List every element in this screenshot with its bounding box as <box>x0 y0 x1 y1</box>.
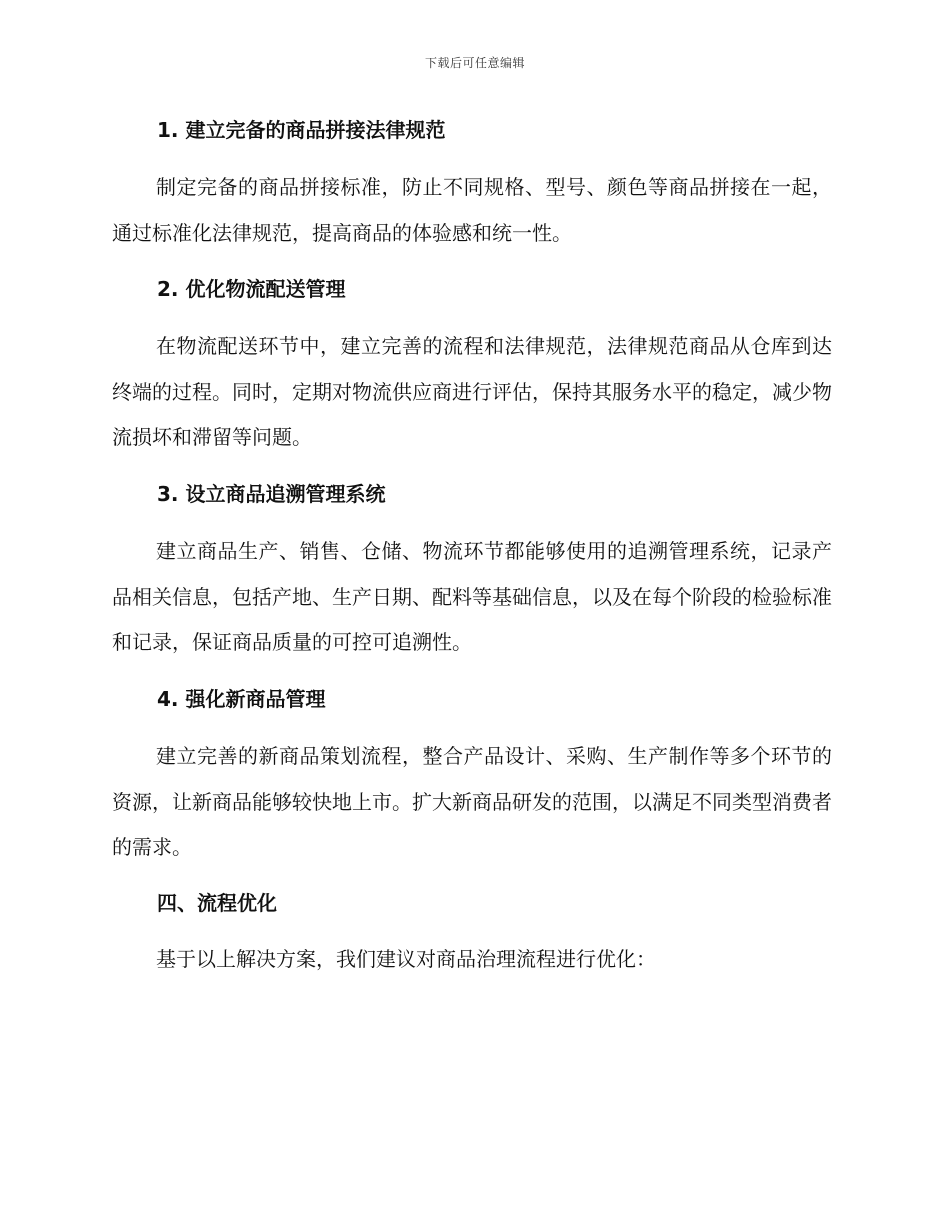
section-paragraph-2: 在物流配送环节中，建立完善的流程和法律规范，法律规范商品从仓库到达终端的过程。同时，定期对物流供应商进行评估，保持其服务水平的稳定，减少物流损坏和滞留等问题。 <box>112 334 832 449</box>
section-heading-1: 1. 建立完备的商品拼接法律规范 <box>157 118 446 142</box>
section-heading-4: 4. 强化新商品管理 <box>157 687 326 711</box>
section-paragraph-1: 制定完备的商品拼接标准，防止不同规格、型号、颜色等商品拼接在一起，通过标准化法律规范，提高商品的体验感和统一性。 <box>112 175 832 245</box>
section-heading-3: 3. 设立商品追溯管理系统 <box>157 482 386 506</box>
section-heading-2: 2. 优化物流配送管理 <box>157 277 346 301</box>
section-paragraph-3: 建立商品生产、销售、仓储、物流环节都能够使用的追溯管理系统，记录产品相关信息，包括产地、生产日期、配料等基础信息，以及在每个阶段的检验标准和记录，保证商品质量的可控可追溯性。 <box>112 539 832 654</box>
page-header: 下载后可任意编辑 <box>424 56 525 70</box>
section-heading-process-optimization: 四、流程优化 <box>157 891 277 915</box>
section-paragraph-process-optimization: 基于以上解决方案，我们建议对商品治理流程进行优化： <box>156 947 656 971</box>
section-paragraph-4: 建立完善的新商品策划流程，整合产品设计、采购、生产制作等多个环节的资源，让新商品能够较快地上市。扩大新商品研发的范围，以满足不同类型消费者的需求。 <box>112 744 832 859</box>
